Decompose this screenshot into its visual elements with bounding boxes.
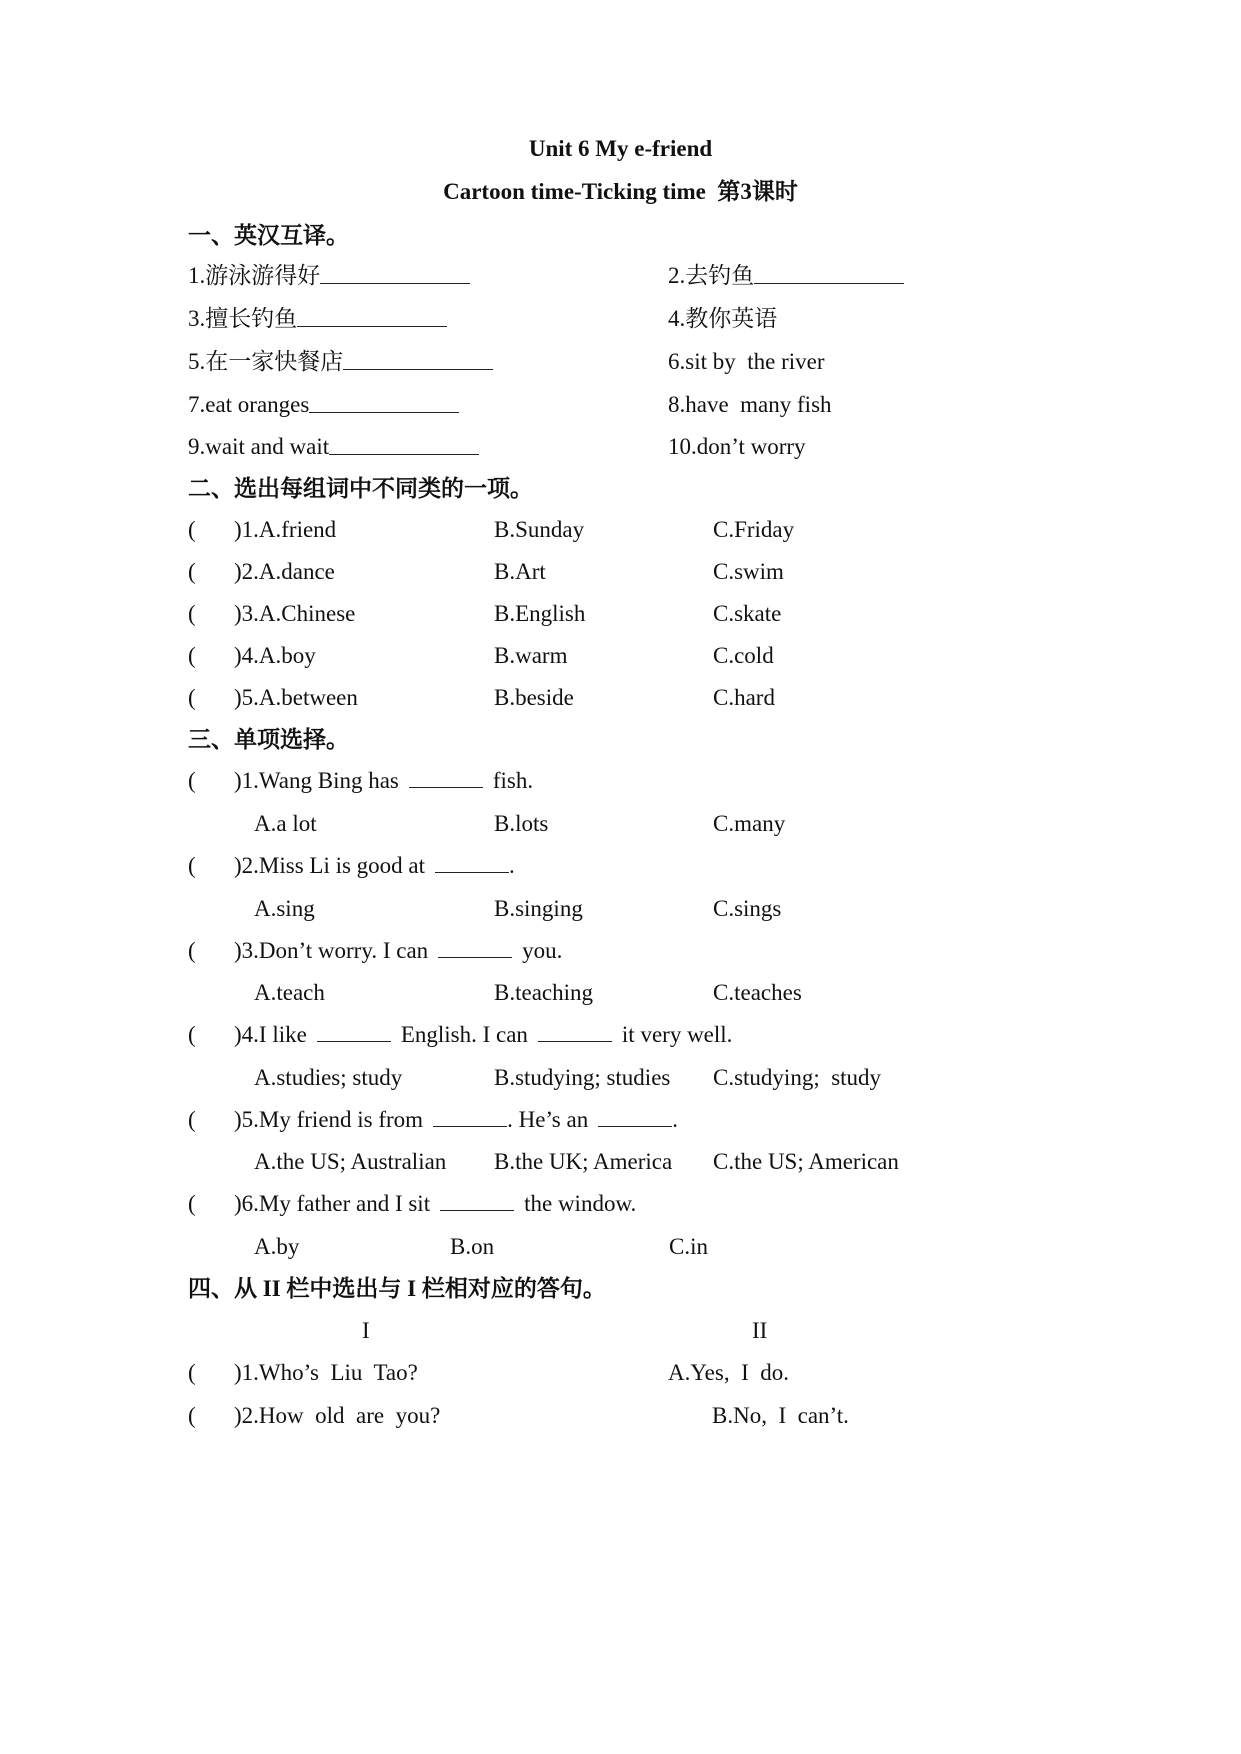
question-1 [234,766,533,796]
option-b: B.English [494,601,586,626]
option-a: A.sing [254,896,315,921]
option-a: )1.A.friend [234,517,337,542]
option-c: C.in [669,1234,708,1259]
question-text: )5.My friend is from [234,1107,424,1132]
translate-item-2 [668,261,904,291]
answer-blank[interactable] [297,325,447,327]
option-b: B.on [450,1234,495,1259]
item-text: 2.去钓鱼 [668,263,755,288]
option-b: B.singing [494,896,583,921]
option-b: B.beside [494,685,574,710]
answer-paren[interactable]: ( [188,643,196,668]
translate-item-3 [188,304,447,334]
option-c: C.skate [713,601,782,626]
item-text: 9.wait and wait [188,434,330,459]
column-i-question: )2.How old are you? [234,1403,441,1428]
option-a: A.a lot [254,811,317,836]
option-a: )2.A.dance [234,559,335,584]
question-text: fish. [492,768,534,793]
column-ii-answer: B.No, I can’t. [712,1403,849,1428]
option-c: C.teaches [713,980,802,1005]
worksheet-subtitle: Cartoon time-Ticking time 第3课时 [443,179,798,204]
question-text: )1.Wang Bing has [234,768,399,793]
answer-paren[interactable]: ( [188,1022,196,1047]
item-text: 1.游泳游得好 [188,263,321,288]
answer-paren[interactable]: ( [188,1191,196,1216]
option-c: C.hard [713,685,775,710]
item-text: 5.在一家快餐店 [188,349,344,374]
answer-blank[interactable] [538,1040,612,1042]
question-text: it very well. [621,1022,733,1047]
answer-blank[interactable] [320,282,470,284]
answer-blank[interactable] [329,453,479,455]
question-text: the window. [524,1191,637,1216]
question-text: . [672,1107,678,1132]
translate-item-6: 6.sit by the river [668,349,825,374]
answer-paren[interactable]: ( [188,601,196,626]
answer-blank[interactable] [438,956,512,958]
option-a: )5.A.between [234,685,358,710]
answer-blank[interactable] [754,282,904,284]
option-c: C.swim [713,559,784,584]
option-b: B.teaching [494,980,593,1005]
option-c: C.Friday [713,517,795,542]
question-3 [234,936,562,966]
section3-heading: 三、单项选择。 [188,727,349,752]
column-i-label: I [362,1318,370,1343]
translate-item-1 [188,261,470,291]
column-ii-label: II [752,1318,768,1343]
answer-paren[interactable]: ( [188,768,196,793]
option-b: B.lots [494,811,549,836]
option-c: C.studying; study [713,1065,882,1090]
option-c: C.many [713,811,786,836]
option-c: C.sings [713,896,782,921]
translate-item-7 [188,390,459,420]
answer-paren[interactable]: ( [188,517,196,542]
section4-heading: 四、从 II 栏中选出与 I 栏相对应的答句。 [188,1276,606,1301]
answer-paren[interactable]: ( [188,853,196,878]
translate-item-4: 4.教你英语 [668,306,778,331]
option-b: B.Sunday [494,517,585,542]
answer-blank[interactable] [309,411,459,413]
answer-paren[interactable]: ( [188,559,196,584]
answer-paren[interactable]: ( [188,685,196,710]
answer-blank[interactable] [598,1125,672,1127]
item-text: 7.eat oranges [188,392,310,417]
translate-item-8: 8.have many fish [668,392,832,417]
question-text: )4.I like [234,1022,307,1047]
column-ii-answer: A.Yes, I do. [668,1360,789,1385]
section2-heading: 二、选出每组词中不同类的一项。 [188,476,533,501]
answer-paren[interactable]: ( [188,1360,196,1385]
answer-blank[interactable] [440,1209,514,1211]
answer-blank[interactable] [343,368,493,370]
item-text: 3.擅长钓鱼 [188,306,298,331]
answer-blank[interactable] [317,1040,391,1042]
translate-item-10: 10.don’t worry [668,434,806,459]
answer-blank[interactable] [409,786,483,788]
section1-heading: 一、英汉互译。 [188,223,349,248]
question-6 [234,1189,636,1219]
question-5 [234,1105,678,1135]
question-text: )6.My father and I sit [234,1191,431,1216]
option-b: B.studying; studies [494,1065,671,1090]
option-a: A.the US; Australian [254,1149,447,1174]
translate-item-5 [188,347,493,377]
worksheet-title: Unit 6 My e-friend [528,136,713,161]
answer-paren[interactable]: ( [188,1107,196,1132]
option-a: A.teach [254,980,325,1005]
question-text: you. [522,938,563,963]
option-c: C.the US; American [713,1149,899,1174]
question-text: English. I can [400,1022,528,1047]
answer-blank[interactable] [435,871,509,873]
option-a: )4.A.boy [234,643,316,668]
option-b: B.warm [494,643,568,668]
question-text: . He’s an [507,1107,589,1132]
option-b: B.the UK; America [494,1149,673,1174]
answer-paren[interactable]: ( [188,938,196,963]
question-2 [234,851,515,881]
option-a: A.by [254,1234,300,1259]
translate-item-9 [188,432,479,462]
option-c: C.cold [713,643,774,668]
option-a: )3.A.Chinese [234,601,356,626]
question-text: )2.Miss Li is good at [234,853,426,878]
option-b: B.Art [494,559,546,584]
question-text: )3.Don’t worry. I can [234,938,429,963]
column-i-question: )1.Who’s Liu Tao? [234,1360,418,1385]
question-text: . [509,853,515,878]
option-a: A.studies; study [254,1065,403,1090]
answer-blank[interactable] [433,1125,507,1127]
question-4 [234,1020,732,1050]
answer-paren[interactable]: ( [188,1403,196,1428]
